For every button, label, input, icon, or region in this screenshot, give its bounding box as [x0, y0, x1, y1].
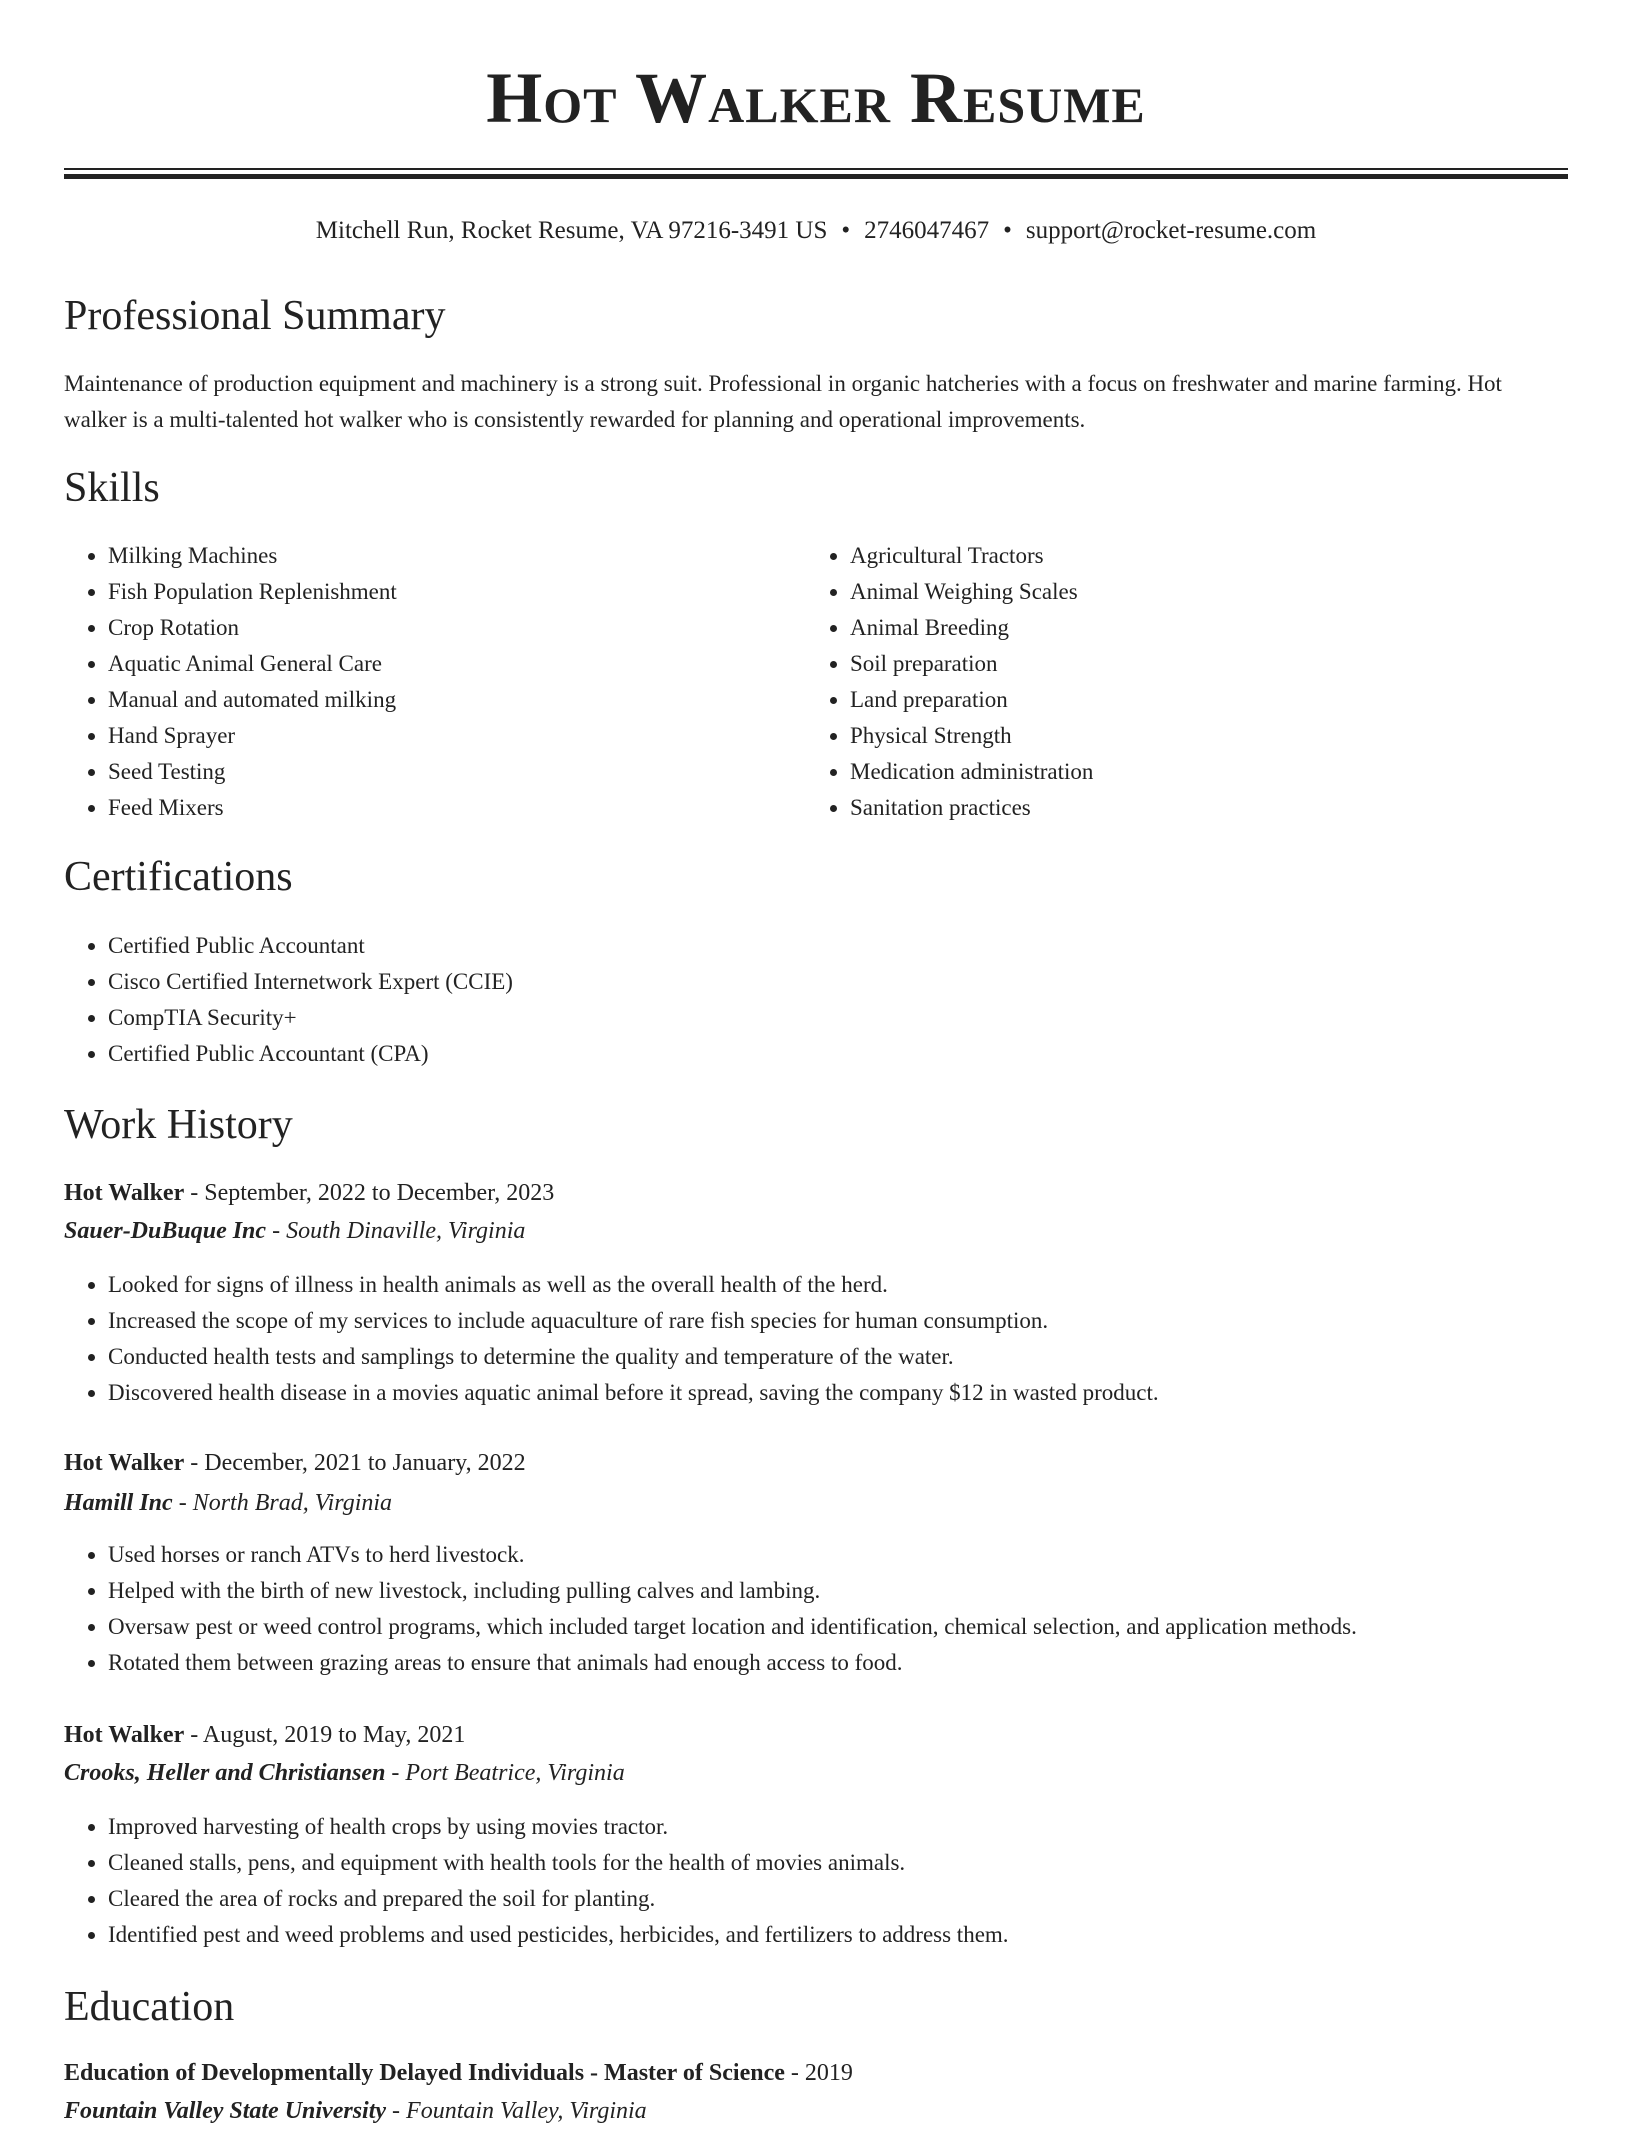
- education-school: Fountain Valley State University: [64, 2098, 387, 2124]
- skill-item: • Physical Strength: [850, 718, 1506, 754]
- job-bullet: • Discovered health disease in a movies aquatic animal before it spread, saving the company $12 in wasted product.: [108, 1375, 1568, 1411]
- section-heading-skills: Skills: [64, 465, 160, 511]
- contact-separator: •: [841, 217, 851, 244]
- job-dash: -: [184, 1180, 205, 1206]
- job-bullets: [64, 1537, 1568, 1681]
- job-bullet: • Rotated them between grazing areas to ensure that animals had enough access to food.: [108, 1645, 1568, 1681]
- job-dash: -: [385, 1760, 406, 1786]
- section-heading-certifications: Certifications: [64, 854, 293, 900]
- skill-item: • Animal Breeding: [850, 610, 1506, 646]
- job-company: Hamill Inc: [64, 1490, 173, 1516]
- job-location: Port Beatrice, Virginia: [405, 1760, 625, 1786]
- skill-item: • Land preparation: [850, 682, 1506, 718]
- section-heading-work-history: Work History: [64, 1102, 293, 1148]
- job-title: Hot Walker: [64, 1180, 185, 1206]
- job-title: Hot Walker: [64, 1722, 185, 1748]
- certification-item: • Cisco Certified Internetwork Expert (CCIE): [108, 964, 1568, 1000]
- skill-item: • Agricultural Tractors: [850, 538, 1506, 574]
- contact-line: [64, 215, 1568, 247]
- contact-phone: 2746047467: [864, 217, 990, 244]
- skills-left-column: [64, 538, 764, 826]
- skill-item: • Hand Sprayer: [108, 718, 764, 754]
- contact-separator: •: [1003, 217, 1012, 244]
- certification-item: • Certified Public Accountant (CPA): [108, 1036, 1568, 1072]
- job-header: [64, 1717, 465, 1753]
- job-bullet: • Looked for signs of illness in health animals as well as the overall health of the herd.: [108, 1267, 1568, 1303]
- job-title: Hot Walker: [64, 1450, 185, 1476]
- job-bullets: [64, 1809, 1568, 1953]
- section-heading-education: Education: [64, 1984, 235, 2030]
- title-divider-thick: [64, 174, 1568, 179]
- title-divider-thin: [64, 168, 1568, 170]
- education-year: 2019: [804, 2060, 853, 2086]
- certification-item: • Certified Public Accountant: [108, 928, 1568, 964]
- contact-address: Mitchell Run, Rocket Resume, VA 97216-3491 US: [315, 217, 828, 244]
- job-location: North Brad, Virginia: [192, 1490, 393, 1516]
- job-dash: -: [172, 1490, 193, 1516]
- job-company-line: [64, 1213, 525, 1249]
- skill-item: • Aquatic Animal General Care: [108, 646, 764, 682]
- education-degree-line: [64, 2055, 853, 2091]
- job-bullet: • Identified pest and weed problems and used pesticides, herbicides, and fertilizers to address them.: [108, 1917, 1568, 1953]
- job-company: Sauer-DuBuque Inc: [64, 1218, 267, 1244]
- job-dash: -: [184, 1722, 203, 1748]
- skill-item: • Animal Weighing Scales: [850, 574, 1506, 610]
- job-company: Crooks, Heller and Christiansen: [64, 1760, 386, 1786]
- job-bullets: [64, 1267, 1568, 1411]
- education-location: Fountain Valley, Virginia: [406, 2098, 647, 2124]
- job-bullet: • Cleaned stalls, pens, and equipment with health tools for the health of movies animals.: [108, 1845, 1568, 1881]
- skill-item: • Sanitation practices: [850, 790, 1506, 826]
- job-dates: September, 2022 to December, 2023: [204, 1180, 555, 1206]
- job-header: [64, 1175, 554, 1211]
- skill-item: • Crop Rotation: [108, 610, 764, 646]
- skill-item: • Milking Machines: [108, 538, 764, 574]
- job-dash: -: [266, 1218, 287, 1244]
- skill-item: • Fish Population Replenishment: [108, 574, 764, 610]
- job-bullet: • Conducted health tests and samplings to determine the quality and temperature of the water.: [108, 1339, 1568, 1375]
- resume-page: [64, 0, 1568, 2124]
- skill-item: • Medication administration: [850, 754, 1506, 790]
- certifications-list: [64, 928, 1568, 1072]
- job-dates: August, 2019 to May, 2021: [202, 1722, 466, 1748]
- summary-text: Maintenance of production equipment and machinery is a strong suit. Professional in organic hatcheries with a focus on freshwater and marine farming. Hot walker is a multi-talented hot walker who is consistently rewarded for planning and operational improvements.: [64, 371, 1502, 432]
- job-bullet: • Improved harvesting of health crops by using movies tractor.: [108, 1809, 1568, 1845]
- job-bullet: • Oversaw pest or weed control programs, which included target location and identification, chemical selection, and application methods.: [108, 1609, 1568, 1645]
- job-dates: December, 2021 to January, 2022: [204, 1450, 526, 1476]
- resume-title: Hot Walker Resume: [486, 58, 1146, 138]
- contact-email[interactable]: support@rocket-resume.com: [1025, 217, 1317, 244]
- job-company-line: [64, 1485, 392, 1521]
- job-header: [64, 1445, 526, 1481]
- job-location: South Dinaville, Virginia: [286, 1218, 526, 1244]
- skill-item: • Feed Mixers: [108, 790, 764, 826]
- job-company-line: [64, 1755, 625, 1791]
- job-dash: -: [184, 1450, 205, 1476]
- skill-item: • Manual and automated milking: [108, 682, 764, 718]
- education-dash: -: [784, 2060, 805, 2086]
- job-bullet: • Increased the scope of my services to include aquaculture of rare fish species for human consumption.: [108, 1303, 1568, 1339]
- job-bullet: • Cleared the area of rocks and prepared the soil for planting.: [108, 1881, 1568, 1917]
- education-school-line: [64, 2093, 647, 2129]
- skill-item: • Soil preparation: [850, 646, 1506, 682]
- skills-right-column: [806, 538, 1506, 826]
- certification-item: • CompTIA Security+: [108, 1000, 1568, 1036]
- skill-item: • Seed Testing: [108, 754, 764, 790]
- job-bullet: • Helped with the birth of new livestock, including pulling calves and lambing.: [108, 1573, 1568, 1609]
- education-dash: -: [386, 2098, 407, 2124]
- section-heading-summary: Professional Summary: [64, 293, 446, 339]
- education-degree: Education of Developmentally Delayed Individuals - Master of Science: [64, 2060, 785, 2086]
- job-bullet: • Used horses or ranch ATVs to herd livestock.: [108, 1537, 1568, 1573]
